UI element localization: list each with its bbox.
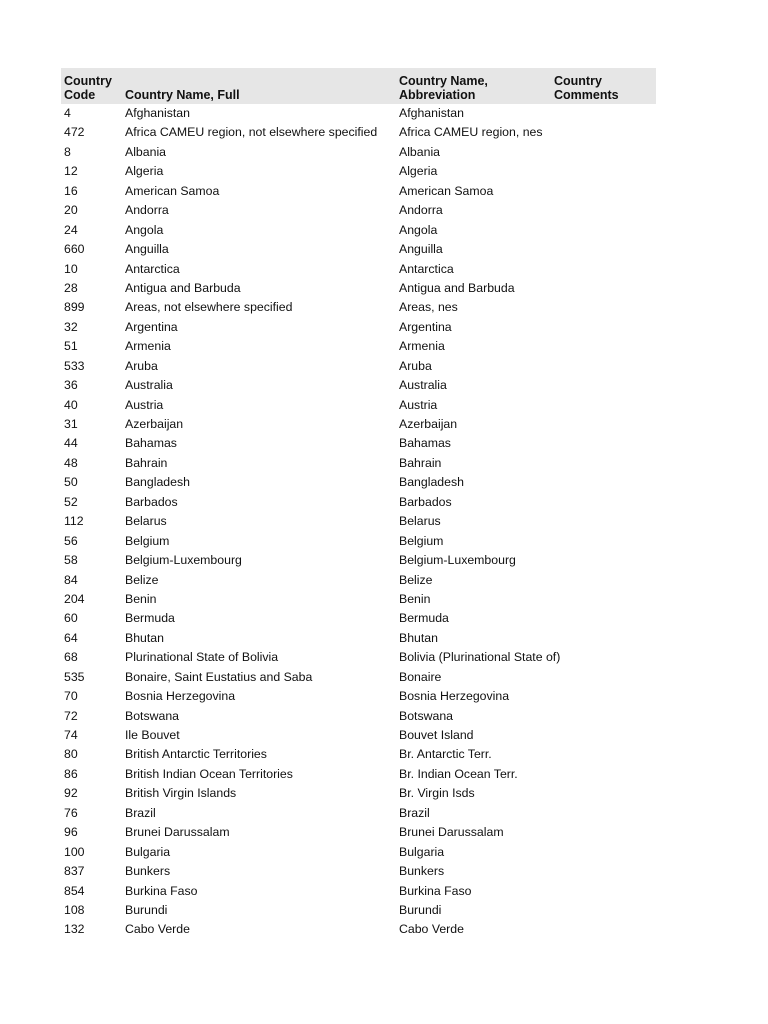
cell-country-name-full: Brazil	[125, 805, 156, 820]
cell-country-comments	[551, 376, 656, 395]
table-row	[61, 473, 656, 492]
cell-country-code: 48	[64, 455, 78, 470]
cell-country-comments	[551, 882, 656, 901]
table-row	[61, 707, 656, 726]
cell-country-name-full: Belarus	[125, 514, 167, 529]
cell-country-name-full: Armenia	[125, 339, 171, 354]
table-row	[61, 240, 656, 259]
cell-country-name-abbreviation: Bahamas	[399, 436, 451, 451]
table-row	[61, 415, 656, 434]
cell-country-comments	[551, 473, 656, 492]
cell-country-comments	[551, 648, 656, 667]
cell-country-comments	[551, 862, 656, 881]
table-row	[61, 279, 656, 298]
cell-country-name-abbreviation: Africa CAMEU region, nes	[399, 125, 543, 140]
table-row	[61, 454, 656, 473]
cell-country-name-full: Bangladesh	[125, 475, 190, 490]
table-row	[61, 434, 656, 453]
table-row	[61, 201, 656, 220]
table-row	[61, 318, 656, 337]
cell-country-name-full: Bosnia Herzegovina	[125, 689, 236, 704]
header-country-code: Country Code	[64, 74, 112, 102]
cell-country-name-abbreviation: Brunei Darussalam	[399, 825, 504, 840]
cell-country-code: 40	[64, 397, 78, 412]
cell-country-name-abbreviation: Bonaire	[399, 669, 442, 684]
cell-country-comments	[551, 337, 656, 356]
cell-country-code: 899	[64, 300, 85, 315]
table-row	[61, 221, 656, 240]
cell-country-code: 837	[64, 864, 85, 879]
cell-country-code: 60	[64, 611, 78, 626]
cell-country-name-abbreviation: Bosnia Herzegovina	[399, 689, 510, 704]
cell-country-comments	[551, 357, 656, 376]
cell-country-code: 86	[64, 766, 78, 781]
cell-country-comments	[551, 240, 656, 259]
cell-country-name-abbreviation: American Samoa	[399, 183, 494, 198]
cell-country-name-abbreviation: Angola	[399, 222, 438, 237]
cell-country-comments	[551, 823, 656, 842]
cell-country-name-full: British Virgin Islands	[125, 786, 237, 801]
cell-country-comments	[551, 415, 656, 434]
cell-country-comments	[551, 221, 656, 240]
cell-country-name-full: Botswana	[125, 708, 180, 723]
cell-country-comments	[551, 920, 656, 939]
cell-country-name-abbreviation: Antarctica	[399, 261, 454, 276]
cell-country-comments	[551, 182, 656, 201]
cell-country-name-full: Bulgaria	[125, 844, 171, 859]
table-row	[61, 376, 656, 395]
cell-country-code: 10	[64, 261, 78, 276]
table-row	[61, 396, 656, 415]
cell-country-name-full: British Indian Ocean Territories	[125, 766, 293, 781]
cell-country-name-full: British Antarctic Territories	[125, 747, 267, 762]
cell-country-comments	[551, 532, 656, 551]
cell-country-name-abbreviation: Bermuda	[399, 611, 449, 626]
cell-country-code: 68	[64, 650, 78, 665]
cell-country-comments	[551, 804, 656, 823]
table-row	[61, 123, 656, 142]
table-row	[61, 668, 656, 687]
cell-country-name-abbreviation: Burkina Faso	[399, 883, 472, 898]
table-row	[61, 629, 656, 648]
cell-country-name-abbreviation: Bolivia (Plurinational State of)	[399, 650, 561, 665]
cell-country-code: 204	[64, 591, 85, 606]
table-row	[61, 590, 656, 609]
cell-country-name-abbreviation: Br. Indian Ocean Terr.	[399, 766, 518, 781]
cell-country-name-full: Brunei Darussalam	[125, 825, 230, 840]
cell-country-name-full: Belize	[125, 572, 159, 587]
cell-country-name-abbreviation: Cabo Verde	[399, 922, 464, 937]
cell-country-code: 32	[64, 319, 78, 334]
cell-country-name-full: Anguilla	[125, 242, 169, 257]
cell-country-name-full: Ile Bouvet	[125, 728, 180, 742]
cell-country-name-abbreviation: Argentina	[399, 319, 452, 334]
cell-country-name-abbreviation: Australia	[399, 378, 447, 393]
cell-country-code: 28	[64, 280, 78, 295]
cell-country-comments	[551, 707, 656, 726]
cell-country-code: 24	[64, 222, 78, 237]
cell-country-code: 100	[64, 844, 85, 859]
cell-country-name-abbreviation: Br. Virgin Isds	[399, 786, 475, 801]
cell-country-code: 51	[64, 339, 78, 354]
table-row	[61, 357, 656, 376]
cell-country-name-full: Plurinational State of Bolivia	[125, 650, 279, 665]
cell-country-comments	[551, 123, 656, 142]
cell-country-name-full: Burundi	[125, 902, 168, 917]
cell-country-name-abbreviation: Barbados	[399, 494, 452, 509]
cell-country-comments	[551, 298, 656, 317]
cell-country-name-abbreviation: Botswana	[399, 708, 454, 723]
table-row	[61, 726, 656, 745]
table-row	[61, 493, 656, 512]
cell-country-code: 660	[64, 242, 85, 257]
cell-country-comments	[551, 162, 656, 181]
cell-country-name-full: Bahamas	[125, 436, 177, 451]
cell-country-code: 132	[64, 922, 85, 937]
cell-country-name-abbreviation: Bulgaria	[399, 844, 445, 859]
table-row	[61, 143, 656, 162]
cell-country-comments	[551, 687, 656, 706]
cell-country-code: 64	[64, 630, 78, 645]
cell-country-name-full: American Samoa	[125, 183, 220, 198]
cell-country-name-full: Angola	[125, 222, 164, 237]
cell-country-code: 12	[64, 164, 78, 179]
cell-country-comments	[551, 745, 656, 764]
cell-country-code: 854	[64, 883, 85, 898]
cell-country-name-full: Bunkers	[125, 864, 171, 879]
cell-country-name-abbreviation: Anguilla	[399, 242, 443, 257]
cell-country-name-full: Austria	[125, 397, 164, 412]
cell-country-code: 74	[64, 728, 78, 742]
cell-country-comments	[551, 843, 656, 862]
cell-country-name-abbreviation: Bunkers	[399, 864, 445, 879]
cell-country-comments	[551, 396, 656, 415]
cell-country-name-full: Burkina Faso	[125, 883, 198, 898]
cell-country-code: 58	[64, 553, 78, 568]
cell-country-comments	[551, 512, 656, 531]
cell-country-name-full: Bhutan	[125, 630, 164, 645]
cell-country-name-abbreviation: Antigua and Barbuda	[399, 280, 515, 295]
cell-country-code: 96	[64, 825, 78, 840]
cell-country-comments	[551, 434, 656, 453]
cell-country-name-full: Andorra	[125, 203, 169, 218]
cell-country-comments	[551, 609, 656, 628]
cell-country-comments	[551, 454, 656, 473]
cell-country-name-abbreviation: Belgium-Luxembourg	[399, 553, 516, 568]
cell-country-name-full: Bonaire, Saint Eustatius and Saba	[125, 669, 313, 684]
cell-country-comments	[551, 143, 656, 162]
table-row	[61, 901, 656, 920]
country-code-table	[61, 68, 656, 940]
cell-country-name-full: Antigua and Barbuda	[125, 280, 241, 295]
table-row	[61, 843, 656, 862]
cell-country-name-abbreviation: Belgium	[399, 533, 444, 548]
cell-country-name-full: Algeria	[125, 164, 164, 179]
cell-country-code: 31	[64, 417, 78, 431]
cell-country-code: 80	[64, 747, 78, 762]
cell-country-code: 50	[64, 475, 78, 490]
table-row	[61, 260, 656, 279]
table-row	[61, 571, 656, 590]
table-row	[61, 920, 656, 939]
cell-country-comments	[551, 318, 656, 337]
table-row	[61, 532, 656, 551]
table-row	[61, 862, 656, 881]
table-row	[61, 804, 656, 823]
cell-country-name-abbreviation: Aruba	[399, 358, 432, 373]
cell-country-name-abbreviation: Afghanistan	[399, 106, 464, 120]
cell-country-code: 84	[64, 572, 78, 587]
cell-country-name-abbreviation: Bouvet Island	[399, 728, 474, 742]
cell-country-comments	[551, 784, 656, 803]
table-row	[61, 104, 656, 123]
table-row	[61, 745, 656, 764]
cell-country-name-abbreviation: Belize	[399, 572, 433, 587]
cell-country-code: 44	[64, 436, 78, 451]
table-row	[61, 687, 656, 706]
cell-country-name-abbreviation: Brazil	[399, 805, 430, 820]
table-row	[61, 784, 656, 803]
cell-country-code: 52	[64, 494, 78, 509]
cell-country-name-abbreviation: Bhutan	[399, 630, 438, 645]
header-country-name-full: Country Name, Full	[125, 88, 240, 102]
cell-country-code: 92	[64, 786, 78, 801]
cell-country-name-full: Cabo Verde	[125, 922, 190, 937]
cell-country-name-abbreviation: Areas, nes	[399, 300, 458, 315]
table-row	[61, 609, 656, 628]
cell-country-comments	[551, 901, 656, 920]
cell-country-name-abbreviation: Belarus	[399, 514, 441, 529]
cell-country-name-full: Albania	[125, 144, 167, 159]
cell-country-comments	[551, 493, 656, 512]
cell-country-name-abbreviation: Benin	[399, 591, 431, 606]
cell-country-code: 533	[64, 358, 85, 373]
cell-country-name-abbreviation: Albania	[399, 144, 441, 159]
cell-country-name-full: Bermuda	[125, 611, 175, 626]
table-row	[61, 512, 656, 531]
cell-country-name-full: Australia	[125, 378, 173, 393]
table-header	[61, 68, 656, 104]
cell-country-code: 76	[64, 805, 78, 820]
cell-country-name-full: Belgium	[125, 533, 170, 548]
cell-country-code: 72	[64, 708, 78, 723]
cell-country-name-abbreviation: Austria	[399, 397, 438, 412]
cell-country-name-full: Barbados	[125, 494, 178, 509]
cell-country-comments	[551, 571, 656, 590]
cell-country-name-abbreviation: Bangladesh	[399, 475, 464, 490]
cell-country-name-abbreviation: Azerbaijan	[399, 417, 458, 431]
cell-country-comments	[551, 590, 656, 609]
cell-country-name-full: Bahrain	[125, 455, 168, 470]
cell-country-name-full: Azerbaijan	[125, 417, 184, 431]
cell-country-name-abbreviation: Burundi	[399, 902, 442, 917]
cell-country-name-full: Benin	[125, 591, 157, 606]
cell-country-comments	[551, 551, 656, 570]
table-row	[61, 882, 656, 901]
cell-country-comments	[551, 668, 656, 687]
table-row	[61, 162, 656, 181]
table-row	[61, 765, 656, 784]
cell-country-code: 4	[64, 106, 71, 120]
cell-country-comments	[551, 104, 656, 123]
header-country-comments: Country Comments	[554, 74, 619, 102]
cell-country-code: 16	[64, 183, 78, 198]
cell-country-name-full: Aruba	[125, 358, 158, 373]
cell-country-code: 108	[64, 902, 85, 917]
cell-country-code: 112	[64, 514, 84, 529]
cell-country-name-abbreviation: Andorra	[399, 203, 443, 218]
cell-country-comments	[551, 765, 656, 784]
cell-country-name-abbreviation: Algeria	[399, 164, 438, 179]
table-row	[61, 823, 656, 842]
cell-country-code: 36	[64, 378, 78, 393]
cell-country-comments	[551, 629, 656, 648]
cell-country-comments	[551, 726, 656, 745]
cell-country-code: 535	[64, 669, 85, 684]
cell-country-name-full: Afghanistan	[125, 106, 190, 120]
cell-country-code: 472	[64, 125, 85, 140]
cell-country-code: 56	[64, 533, 78, 548]
cell-country-code: 8	[64, 144, 71, 159]
cell-country-name-abbreviation: Br. Antarctic Terr.	[399, 747, 492, 762]
cell-country-name-full: Areas, not elsewhere specified	[125, 300, 293, 315]
cell-country-code: 70	[64, 689, 78, 704]
table-row	[61, 182, 656, 201]
cell-country-comments	[551, 201, 656, 220]
cell-country-name-abbreviation: Armenia	[399, 339, 445, 354]
cell-country-name-full: Belgium-Luxembourg	[125, 553, 242, 568]
table-row	[61, 648, 656, 667]
cell-country-code: 20	[64, 203, 78, 218]
cell-country-name-full: Argentina	[125, 319, 178, 334]
table-body	[61, 104, 656, 940]
header-country-name-abbreviation: Country Name, Abbreviation	[399, 74, 488, 102]
table-row	[61, 551, 656, 570]
table-row	[61, 298, 656, 317]
cell-country-name-full: Africa CAMEU region, not elsewhere specified	[125, 125, 378, 140]
table-row	[61, 337, 656, 356]
cell-country-comments	[551, 279, 656, 298]
cell-country-comments	[551, 260, 656, 279]
cell-country-name-abbreviation: Bahrain	[399, 455, 442, 470]
cell-country-name-full: Antarctica	[125, 261, 180, 276]
